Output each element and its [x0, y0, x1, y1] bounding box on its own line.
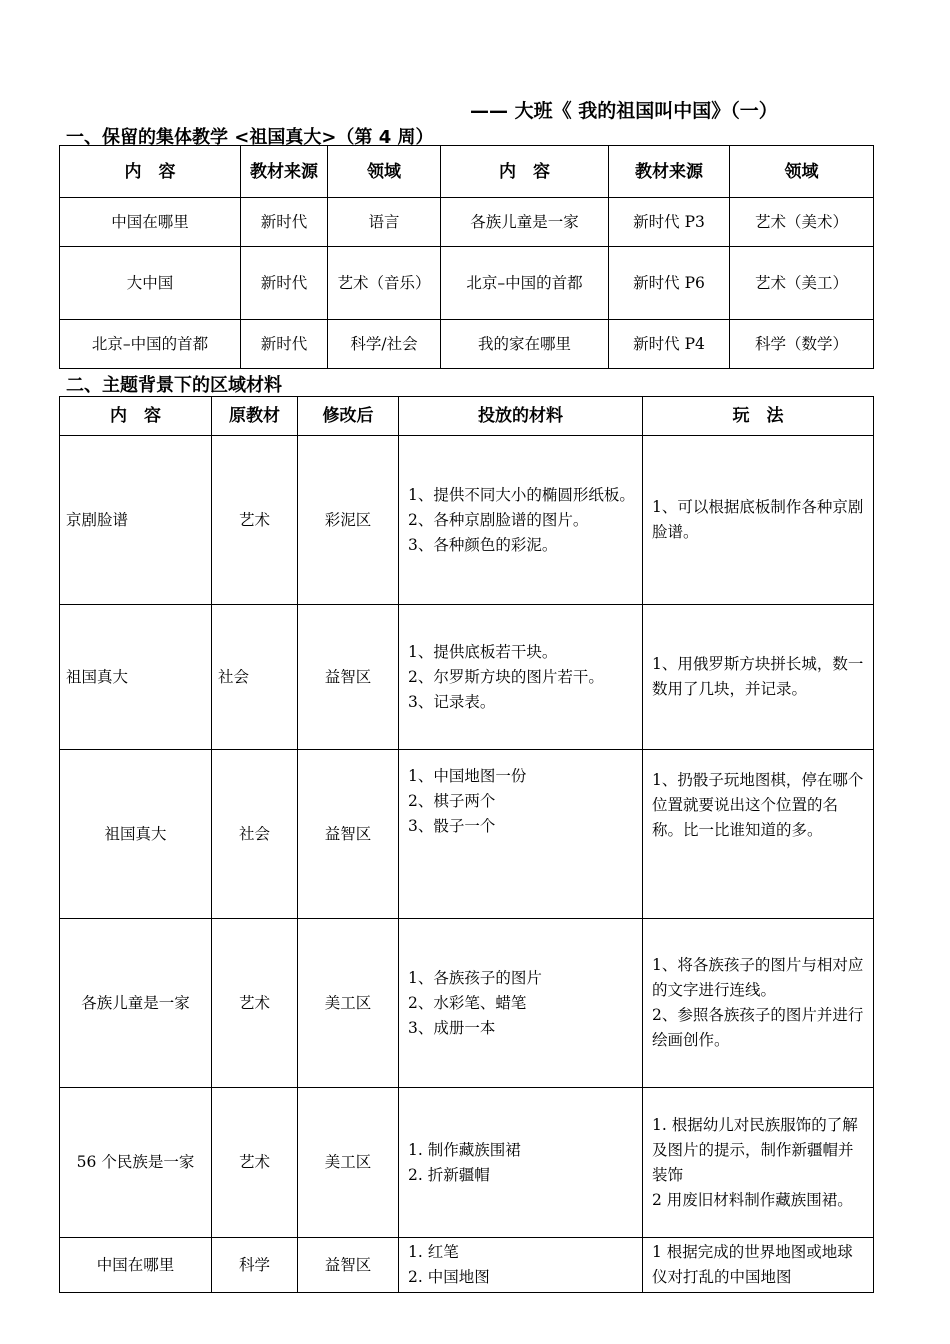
- cell: 北京–中国的首都: [441, 247, 609, 320]
- cell: 我的家在哪里: [441, 320, 609, 369]
- orig-cell: 艺术: [212, 919, 298, 1088]
- cell-line: 1、提供底板若干块。: [408, 642, 558, 661]
- cell-line: 1. 制作藏族围裙: [408, 1140, 521, 1159]
- header-content: 内 容: [441, 146, 609, 198]
- cell: 科学/社会: [328, 320, 441, 369]
- cell-line: 1 根据完成的世界地图或地球仪对打乱的中国地图: [652, 1243, 853, 1286]
- cell: 新时代: [241, 320, 328, 369]
- play-cell: [643, 436, 874, 605]
- header-modified: 修改后: [298, 397, 399, 436]
- table-row: [60, 919, 874, 1088]
- mod-cell: 益智区: [298, 750, 399, 919]
- cell-line: 1、提供不同大小的椭圆形纸板。: [408, 485, 635, 504]
- content-cell: 各族儿童是一家: [60, 919, 212, 1088]
- cell-line: 1、可以根据底板制作各种京剧脸谱。: [652, 498, 864, 541]
- header-domain: 领域: [730, 146, 874, 198]
- collective-teaching-table: [59, 145, 874, 369]
- header-play-method: 玩 法: [643, 397, 874, 436]
- materials-cell: [399, 1088, 643, 1238]
- cell: 新时代: [241, 198, 328, 247]
- cell: 科学（数学）: [730, 320, 874, 369]
- cell-line: 2、棋子两个: [408, 792, 496, 810]
- header-content: 内 容: [60, 397, 212, 436]
- section2-heading: 二、主题背景下的区域材料: [66, 375, 282, 396]
- cell-line: 2. 中国地图: [408, 1268, 490, 1286]
- cell: 新时代 P3: [609, 198, 730, 247]
- cell-line: 1、扔骰子玩地图棋，停在哪个位置就要说出这个位置的名称。比一比谁知道的多。: [652, 771, 864, 839]
- header-domain: 领域: [328, 146, 441, 198]
- mod-cell: 彩泥区: [298, 436, 399, 605]
- materials-cell: [399, 919, 643, 1088]
- content-cell: 中国在哪里: [60, 1238, 212, 1293]
- table-row: [60, 1238, 874, 1293]
- cell: 新时代 P6: [609, 247, 730, 320]
- cell: 语言: [328, 198, 441, 247]
- materials-cell: [399, 750, 643, 919]
- section1-heading: 一、保留的集体教学 <祖国真大>（第 4 周）: [66, 127, 434, 148]
- cell-line: 3、各种颜色的彩泥。: [408, 535, 558, 554]
- cell: 中国在哪里: [60, 198, 241, 247]
- cell-line: 1、用俄罗斯方块拼长城，数一数用了几块，并记录。: [652, 655, 864, 698]
- table-row: [60, 436, 874, 605]
- cell-line: 2、参照各族孩子的图片并进行绘画创作。: [652, 1006, 864, 1049]
- cell-line: 3、记录表。: [408, 692, 496, 711]
- header-original-material: 原教材: [212, 397, 298, 436]
- play-cell: [643, 1238, 874, 1293]
- content-cell: 祖国真大: [60, 750, 212, 919]
- mod-cell: 益智区: [298, 605, 399, 750]
- content-cell: 56 个民族是一家: [60, 1088, 212, 1238]
- cell-line: 1、中国地图一份: [408, 767, 527, 785]
- header-source: 教材来源: [241, 146, 328, 198]
- play-cell: [643, 605, 874, 750]
- orig-cell: 科学: [212, 1238, 298, 1293]
- table-header-row: [60, 146, 874, 198]
- cell-line: 2、各种京剧脸谱的图片。: [408, 510, 589, 529]
- cell-line: 3、骰子一个: [408, 817, 496, 835]
- table-row: [60, 320, 874, 369]
- cell: 新时代: [241, 247, 328, 320]
- table-row: [60, 247, 874, 320]
- cell-line: 2、尔罗斯方块的图片若干。: [408, 667, 604, 686]
- cell: 艺术（美工）: [730, 247, 874, 320]
- cell: 各族儿童是一家: [441, 198, 609, 247]
- cell-line: 1. 红笔: [408, 1243, 459, 1261]
- table-header-row: [60, 397, 874, 436]
- cell-line: 2. 折新疆帽: [408, 1165, 490, 1184]
- cell: 新时代 P4: [609, 320, 730, 369]
- document-title: —— 大班《 我的祖国叫中国》（一）: [470, 100, 778, 122]
- materials-cell: [399, 1238, 643, 1293]
- cell: 艺术（美术）: [730, 198, 874, 247]
- header-materials: 投放的材料: [399, 397, 643, 436]
- orig-cell: 艺术: [212, 1088, 298, 1238]
- cell-line: 1. 根据幼儿对民族服饰的了解及图片的提示，制作新疆帽并装饰: [652, 1115, 858, 1184]
- cell: 大中国: [60, 247, 241, 320]
- play-cell: [643, 1088, 874, 1238]
- table-row: [60, 1088, 874, 1238]
- orig-cell: 社会: [212, 750, 298, 919]
- orig-cell: 社会: [212, 605, 298, 750]
- area-materials-table: [59, 396, 874, 1293]
- orig-cell: 艺术: [212, 436, 298, 605]
- table-row: [60, 198, 874, 247]
- materials-cell: [399, 436, 643, 605]
- mod-cell: 益智区: [298, 1238, 399, 1293]
- cell-line: 1、各族孩子的图片: [408, 968, 542, 987]
- header-content: 内 容: [60, 146, 241, 198]
- cell: 北京–中国的首都: [60, 320, 241, 369]
- header-source: 教材来源: [609, 146, 730, 198]
- content-cell: 祖国真大: [60, 605, 212, 750]
- table-row: [60, 750, 874, 919]
- cell-line: 3、成册一本: [408, 1018, 496, 1037]
- cell-line: 2 用废旧材料制作藏族围裙。: [652, 1190, 853, 1209]
- mod-cell: 美工区: [298, 1088, 399, 1238]
- table-row: [60, 605, 874, 750]
- cell-line: 2、水彩笔、蜡笔: [408, 993, 527, 1012]
- cell: 艺术（音乐）: [328, 247, 441, 320]
- materials-cell: [399, 605, 643, 750]
- play-cell: [643, 750, 874, 919]
- cell-line: 1、将各族孩子的图片与相对应的文字进行连线。: [652, 956, 864, 999]
- mod-cell: 美工区: [298, 919, 399, 1088]
- play-cell: [643, 919, 874, 1088]
- content-cell: 京剧脸谱: [60, 436, 212, 605]
